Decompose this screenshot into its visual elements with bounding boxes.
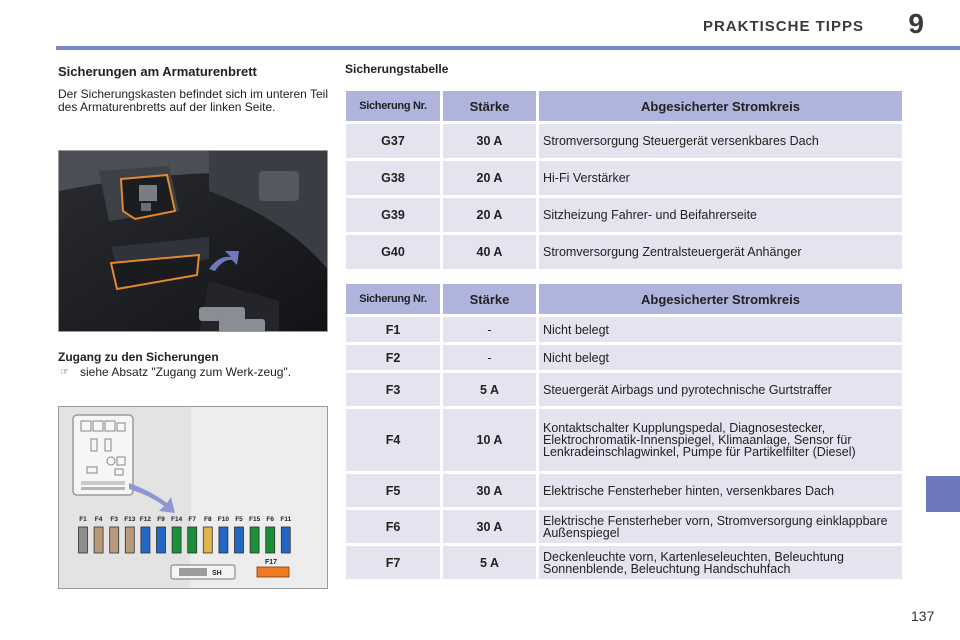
fuse-label: F4 (94, 516, 103, 523)
access-bullet (58, 366, 328, 379)
fuse-label: F11 (280, 516, 292, 523)
fuse-number: F7 (346, 546, 440, 579)
fuse-circuit: Sitzheizung Fahrer- und Beifahrerseite (539, 198, 902, 232)
fuse-number: F4 (346, 409, 440, 471)
fuse-rating: 30 A (443, 124, 536, 158)
table-header-row (346, 91, 902, 121)
fuse-rating: 30 A (443, 474, 536, 507)
fuse-label: F9 (157, 516, 165, 523)
fuse-label: F12 (139, 516, 152, 523)
col-header-circuit: Abgesicherter Stromkreis (539, 284, 902, 314)
table-row (346, 510, 902, 543)
table-row (346, 345, 902, 370)
fuse-number: F1 (346, 317, 440, 342)
fuse-rating: - (443, 317, 536, 342)
fuse-label: F1 (79, 516, 87, 523)
fuse-f11 (281, 527, 290, 553)
fuse-f8 (203, 527, 212, 553)
fuse-rating: 30 A (443, 510, 536, 543)
fuse-rating: 10 A (443, 409, 536, 471)
intro-text: Der Sicherungskasten befindet sich im unteren Teil des Armaturenbretts auf der linken Seite. (58, 87, 328, 114)
fuse-label: F8 (204, 516, 212, 523)
fuse-circuit: Elektrische Fensterheber hinten, versenkbares Dach (539, 474, 902, 507)
table-row (346, 161, 902, 195)
table-row (346, 317, 902, 342)
fuse-number: G40 (346, 235, 440, 269)
chapter-number: 9 (908, 8, 924, 39)
col-header-fuse-number: Sicherung Nr. (346, 284, 440, 314)
fuse-label: F5 (235, 516, 243, 523)
fuse-circuit: Nicht belegt (539, 345, 902, 370)
fuse-rating: 5 A (443, 546, 536, 579)
fuse-label: F10 (217, 516, 230, 523)
fuse-f13 (125, 527, 134, 553)
fuse-f6 (266, 527, 275, 553)
sh-label: SH (212, 570, 222, 577)
table-row (346, 409, 902, 471)
fuse-rating: 40 A (443, 235, 536, 269)
fuse-circuit: Steuergerät Airbags und pyrotechnische Gurtstraffer (539, 373, 902, 406)
fuse-f1 (79, 527, 88, 553)
f17-label: F17 (265, 559, 278, 566)
fuse-circuit: Hi-Fi Verstärker (539, 161, 902, 195)
fuse-box-diagram (58, 406, 328, 589)
page-number: 137 (911, 608, 935, 624)
chapter-title: PRAKTISCHE TIPPS (702, 18, 864, 35)
chapter-side-tab (926, 476, 960, 512)
fuse-label: F6 (266, 516, 274, 523)
fuse-label: F7 (188, 516, 196, 523)
table-header-row (346, 284, 902, 314)
fuse-table-g (343, 88, 905, 272)
fuse-number: G39 (346, 198, 440, 232)
fuse-rating: 5 A (443, 373, 536, 406)
fuse-f15 (250, 527, 259, 553)
access-bullet-text: siehe Absatz "Zugang zum Werk-zeug". (80, 365, 292, 379)
col-header-circuit: Abgesicherter Stromkreis (539, 91, 902, 121)
fuse-f17 (257, 567, 289, 577)
fuse-f10 (219, 527, 228, 553)
fuse-f12 (141, 527, 150, 553)
table-row (346, 474, 902, 507)
fuse-f3 (110, 527, 119, 553)
fuse-label: F13 (124, 516, 136, 523)
fuse-number: G38 (346, 161, 440, 195)
fuse-circuit: Nicht belegt (539, 317, 902, 342)
table-row (346, 546, 902, 579)
fuse-circuit: Stromversorgung Steuergerät versenkbares Dach (539, 124, 902, 158)
fuse-circuit: Deckenleuchte vorn, Kartenleseleuchten, Beleuchtung Sonnenblende, Beleuchtung Handschuhfach (539, 546, 902, 579)
fuse-rating: - (443, 345, 536, 370)
fuse-circuit: Kontaktschalter Kupplungspedal, Diagnosestecker, Elektrochromatik-Innenspiegel, Klimaanlage, Sensor für Lenkradeinschlagwinkel, Pumpe für Partikelfilter (Diesel) (539, 409, 902, 471)
fuse-number: F6 (346, 510, 440, 543)
fuse-f14 (172, 527, 181, 553)
fuse-number: F3 (346, 373, 440, 406)
fuse-table-f (343, 281, 905, 582)
table-row (346, 198, 902, 232)
fuse-rating: 20 A (443, 161, 536, 195)
col-header-rating: Stärke (443, 91, 536, 121)
table-row (346, 235, 902, 269)
fuse-number: G37 (346, 124, 440, 158)
col-header-fuse-number: Sicherung Nr. (346, 91, 440, 121)
fuse-number: F2 (346, 345, 440, 370)
table-row (346, 124, 902, 158)
fuse-f5 (235, 527, 244, 553)
fuse-label: F14 (170, 516, 183, 523)
fuse-label: F15 (248, 516, 261, 523)
fuse-f9 (157, 527, 166, 553)
fuse-rating: 20 A (443, 198, 536, 232)
fuse-circuit: Stromversorgung Zentralsteuergerät Anhänger (539, 235, 902, 269)
fuse-label: F3 (110, 516, 118, 523)
fuse-f4 (94, 527, 103, 553)
pointing-hand-icon: ☞ (60, 367, 69, 378)
table-caption: Sicherungstabelle (345, 62, 449, 76)
dashboard-fuse-box-photo (58, 150, 328, 332)
section-title: Sicherungen am Armaturenbrett (58, 64, 257, 79)
fuse-f7 (188, 527, 197, 553)
fuse-number: F5 (346, 474, 440, 507)
table-row (346, 373, 902, 406)
col-header-rating: Stärke (443, 284, 536, 314)
header-rule (56, 46, 960, 50)
fuse-circuit: Elektrische Fensterheber vorn, Stromversorgung einklappbare Außenspiegel (539, 510, 902, 543)
access-title: Zugang zu den Sicherungen (58, 350, 219, 364)
